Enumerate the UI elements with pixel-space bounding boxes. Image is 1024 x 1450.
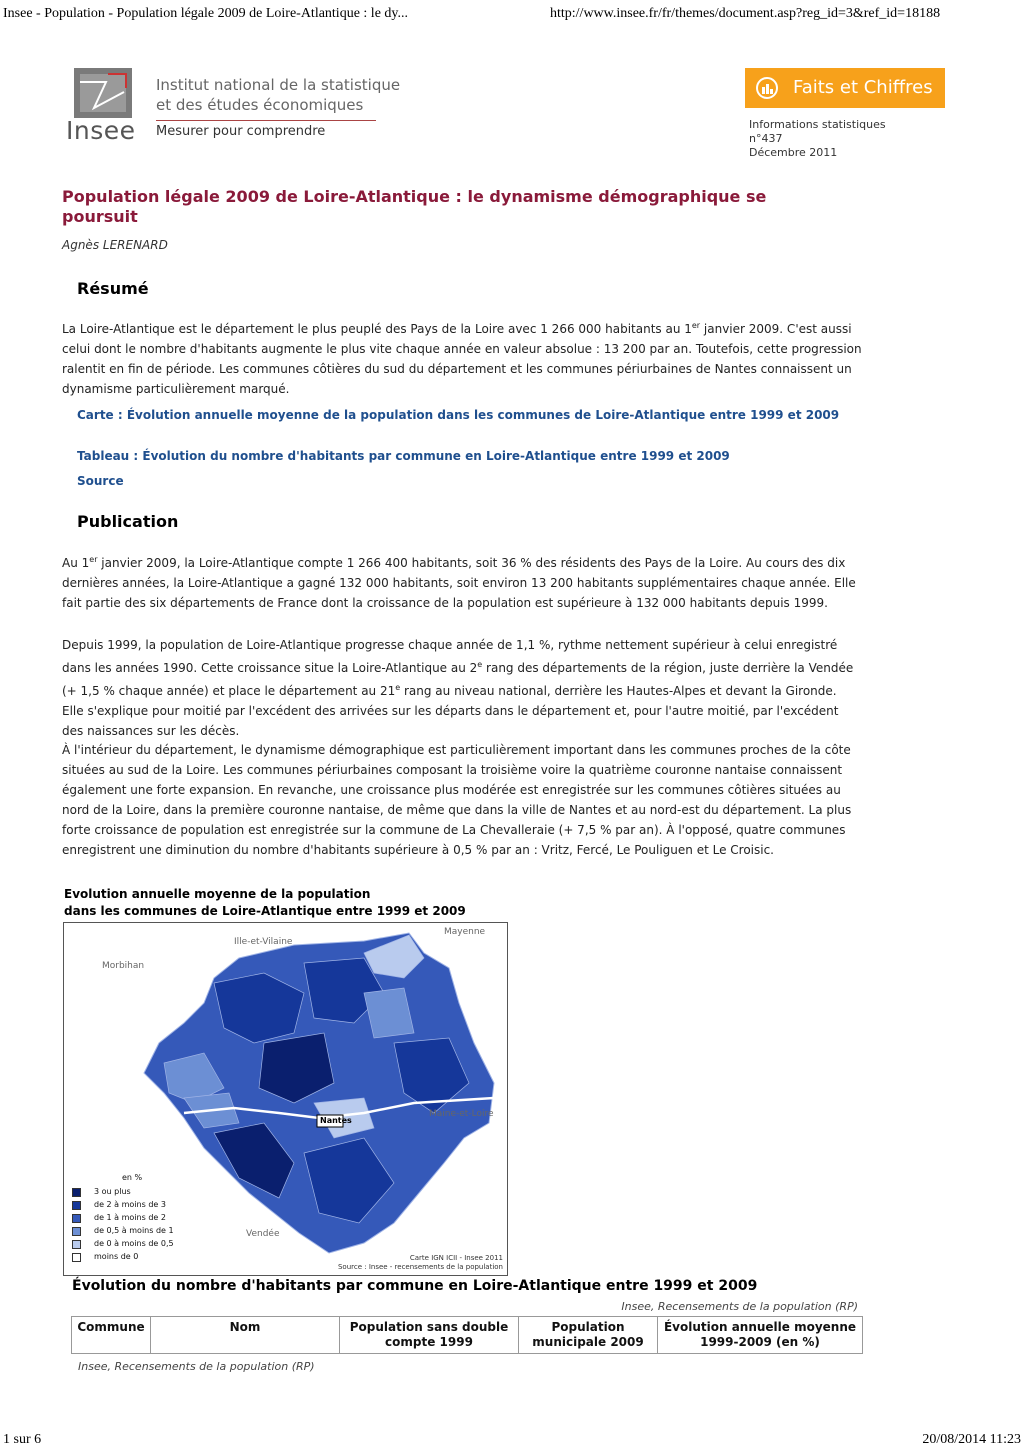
logo-line-2: et des études économiques xyxy=(156,96,364,114)
publication-paragraph-3: À l'intérieur du département, le dynamisme démographique est particulièrement important dans les communes proches de la côte situées au sud de la Loire. Les communes périurbaines composant la troisième voire la quatrième couronne nantaise connaissent également une forte expansion. En revanche, une croissance plus modérée est enregistrée sur les communes côtières situées au nord de la Loire, dans la première couronne nantaise, de même que dans la ville de Nantes et au nord-est du département. La plus forte croissance de population est enregistrée sur la commune de La Chevalleraie (+ 7,5 % par an). À l'opposé, quatre communes enregistrent une diminution du nombre d'habitants supérieure à 0,5 % par an : Vritz, Fercé, Le Pouliguen et Le Croisic. xyxy=(62,743,852,857)
map-source: Carte IGN ICII - Insee 2011 Source : Insee - recensements de la population xyxy=(337,1254,503,1271)
col-pop-2009[interactable]: Population municipale 2009 xyxy=(519,1317,658,1354)
map-graphic xyxy=(64,923,507,1275)
legend-title: en % xyxy=(122,1173,143,1182)
table-source-bottom: Insee, Recensements de la population (RP) xyxy=(78,1360,315,1373)
map-label-vendee: Vendée xyxy=(246,1229,280,1239)
print-page-number: 1 sur 6 xyxy=(3,1432,42,1447)
legend-swatch xyxy=(72,1214,81,1223)
link-source[interactable]: Source xyxy=(77,474,124,488)
insee-wordmark: Insee xyxy=(66,116,136,145)
col-evolution[interactable]: Évolution annuelle moyenne 1999-2009 (en %) xyxy=(658,1317,863,1354)
logo-divider xyxy=(156,120,376,121)
publication-heading: Publication xyxy=(77,512,179,531)
link-tableau[interactable]: Tableau : Évolution du nombre d'habitants par commune en Loire-Atlantique entre 1999 et 2009 xyxy=(77,449,730,463)
resume-paragraph: La Loire-Atlantique est le département le plus peuplé des Pays de la Loire avec 1 266 000 habitants au 1er janvier 2009. C'est aussi celui dont le nombre d'habitants augmente le plus vite chaque année en valeur absolue : 13 200 par an. Toutefois, cette progression ralentit en fin de période. Les communes côtières du sud du département et les communes périurbaines de Nantes connaissent un dynamisme particulièrement marqué. xyxy=(62,321,862,396)
col-pop-1999[interactable]: Population sans double compte 1999 xyxy=(340,1317,519,1354)
publication-info xyxy=(749,118,886,160)
link-carte[interactable]: Carte : Évolution annuelle moyenne de la population dans les communes de Loire-Atlantique entre 1999 et 2009 xyxy=(77,408,840,422)
resume-heading: Résumé xyxy=(77,279,149,298)
info-number: n°437 xyxy=(749,132,783,145)
table-header-row xyxy=(72,1317,863,1354)
legend-swatch xyxy=(72,1227,81,1236)
legend-swatch xyxy=(72,1240,81,1249)
map-label-mayenne: Mayenne xyxy=(444,927,486,937)
map-label-maine-et-loire: Maine-et-Loire xyxy=(429,1109,494,1119)
col-commune[interactable]: Commune xyxy=(72,1317,151,1354)
legend-swatch xyxy=(72,1201,81,1210)
print-url: http://www.insee.fr/fr/themes/document.asp?reg_id=3&ref_id=18188 xyxy=(550,6,941,21)
map-label-morbihan: Morbihan xyxy=(102,961,145,971)
map-label-nantes: Nantes xyxy=(320,1116,352,1125)
article-author: Agnès LERENARD xyxy=(62,238,168,252)
logo-tagline: Mesurer pour comprendre xyxy=(156,124,326,139)
print-datetime: 20/08/2014 11:23 xyxy=(922,1432,1021,1447)
publication-paragraph-1: Au 1er janvier 2009, la Loire-Atlantique compte 1 266 400 habitants, soit 36 % des résidents des Pays de la Loire. Au cours des dix dernières années, la Loire-Atlantique a gagné 132 000 habitants, soit environ 13 200 habitants supplémentaires chaque année. Elle fait partie des six départements de France dont la croissance de la population est supérieure à 132 000 habitants depuis 1999. xyxy=(62,555,856,610)
article-title: Population légale 2009 de Loire-Atlantique : le dynamisme démographique se poursuit xyxy=(62,187,767,226)
population-table xyxy=(71,1316,863,1354)
table-source-top: Insee, Recensements de la population (RP) xyxy=(621,1300,858,1313)
faits-et-chiffres-label: Faits et Chiffres xyxy=(793,77,933,98)
population-map: Ille-et-Vilaine Mayenne Morbihan Maine-et-Loire Vendée Nantes en % 3 ou plus de 2 à moins de 3 de 1 à moins de 2 de 0,5 à moins de 1 de 0 à moins de 0,5 moins de 0 Carte IGN ICII - Insee 2011 Source : Insee - recensements de la population xyxy=(63,922,508,1276)
publication-paragraph-2: Depuis 1999, la population de Loire-Atlantique progresse chaque année de 1,1 %, rythme nettement supérieur à celui enregistré dans les années 1990. Cette croissance situe la Loire-Atlantique au 2e rang des départements de la région, juste derrière la Vendée (+ 1,5 % chaque année) et place le département au 21e rang au niveau national, derrière les Hautes-Alpes et devant la Gironde. Elle s'explique pour moitié par l'excédent des arrivées sur les départs dans le département et, pour l'autre moitié, par l'excédent des naissances sur les décès. xyxy=(62,638,854,738)
insee-logo[interactable] xyxy=(64,68,401,148)
table-title: Évolution du nombre d'habitants par commune en Loire-Atlantique entre 1999 et 2009 xyxy=(72,1278,758,1294)
insee-logo-mark-icon xyxy=(74,68,132,118)
col-nom[interactable]: Nom xyxy=(151,1317,340,1354)
logo-line-1: Institut national de la statistique xyxy=(156,76,401,94)
print-page-title: Insee - Population - Population légale 2009 de Loire-Atlantique : le dy... xyxy=(3,6,408,21)
info-date: Décembre 2011 xyxy=(749,146,838,159)
legend-swatch xyxy=(72,1188,81,1197)
map-label-ille-et-vilaine: Ille-et-Vilaine xyxy=(234,937,293,947)
faits-et-chiffres-badge[interactable] xyxy=(745,68,945,108)
legend-swatch xyxy=(72,1253,81,1262)
faits-chiffres-icon xyxy=(755,76,779,100)
info-series: Informations statistiques xyxy=(749,118,886,131)
map-title: Evolution annuelle moyenne de la population dans les communes de Loire-Atlantique entre 1999 et 2009 xyxy=(64,887,466,918)
